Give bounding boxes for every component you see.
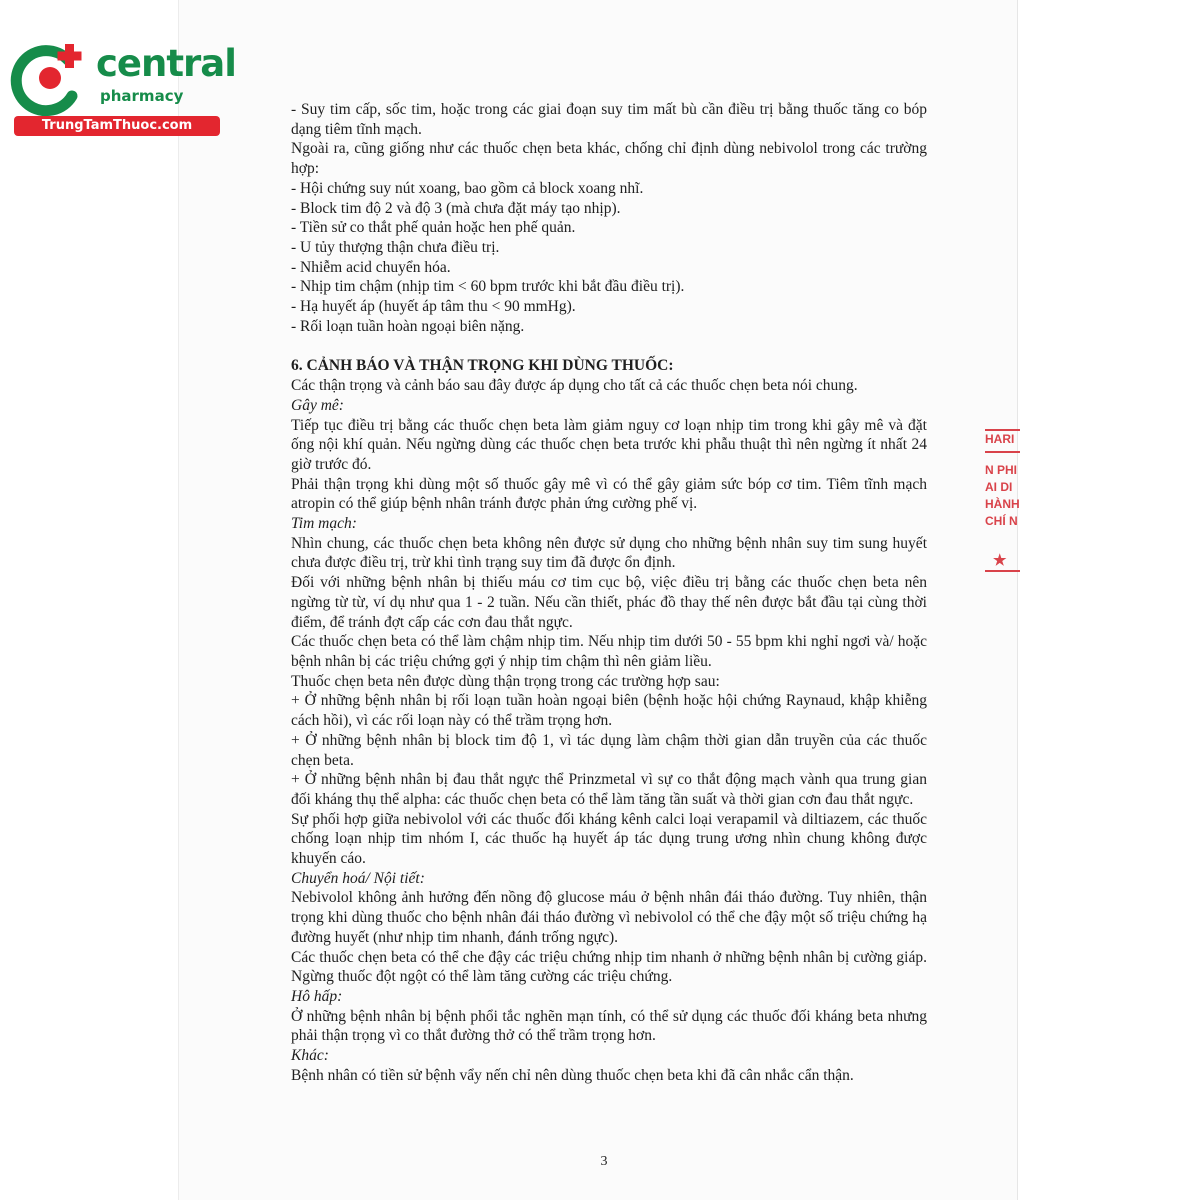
subsection-title: Hô hấp: xyxy=(291,987,343,1005)
paragraph: - Suy tim cấp, sốc tim, hoặc trong các giai đoạn suy tim mất bù cần điều trị bằng thuốc tăng co bóp dạng tiêm tĩnh mạch. xyxy=(291,101,927,138)
subsection-title: Chuyển hoá/ Nội tiết: xyxy=(291,869,425,887)
subsection-title: Gây mê: xyxy=(291,396,344,414)
list-item: - Tiền sử co thắt phế quản hoặc hen phế quản. xyxy=(291,219,576,237)
paragraph: Ở những bệnh nhân bị bệnh phổi tắc nghẽn mạn tính, có thể sử dụng các thuốc đối kháng beta nhưng phải thận trọng vì co thắt đường thở có thể trầm trọng hơn. xyxy=(291,1007,927,1045)
subsection-title: Tim mạch: xyxy=(291,515,357,533)
document-body xyxy=(291,100,927,1085)
list-item: - Hội chứng suy nút xoang, bao gồm cả block xoang nhĩ. xyxy=(291,179,644,197)
paragraph: + Ở những bệnh nhân bị block tim độ 1, vì tác dụng làm chậm thời gian dẫn truyền của các thuốc chẹn beta. xyxy=(291,731,927,769)
section-heading: 6. CẢNH BÁO VÀ THẬN TRỌNG KHI DÙNG THUỐC: xyxy=(291,357,674,375)
paragraph: Thuốc chẹn beta nên được dùng thận trọng trong các trường hợp sau: xyxy=(291,672,720,690)
stamp-text: AI DI xyxy=(985,480,1013,494)
paragraph: Phải thận trọng khi dùng một số thuốc gây mê vì có thể gây giảm sức bóp cơ tim. Tiêm tĩnh mạch atropin có thể giúp bệnh nhân tránh được phản ứng cường phế vị. xyxy=(291,475,927,513)
paragraph: Các thuốc chẹn beta có thể che đậy các triệu chứng nhịp tim nhanh ở những bệnh nhân bị cường giáp. Ngừng thuốc đột ngột có thể làm tăng cường các triệu chứng. xyxy=(291,948,927,986)
page-number: 3 xyxy=(600,1154,608,1169)
paragraph: Sự phối hợp giữa nebivolol với các thuốc đối kháng kênh calci loại verapamil và diltiazem, các thuốc chống loạn nhịp tim nhóm I, các thuốc hạ huyết áp tác dụng trung ương nhìn chung không được khuyến cáo. xyxy=(291,810,927,868)
stamp-text: HÀNH xyxy=(985,497,1020,511)
paragraph: Các thuốc chẹn beta có thể làm chậm nhịp tim. Nếu nhịp tim dưới 50 - 55 bpm khi nghỉ ngơi và/ hoặc bệnh nhân bị các triệu chứng gợi ý nhịp tim chậm thì nên giảm liều. xyxy=(291,633,927,670)
paragraph: Bệnh nhân có tiền sử bệnh vẩy nến chỉ nên dùng thuốc chẹn beta khi đã cân nhắc cẩn thận. xyxy=(291,1066,854,1084)
stamp-text: N PHI xyxy=(985,463,1018,477)
list-item: - Hạ huyết áp (huyết áp tâm thu < 90 mmHg). xyxy=(291,298,576,316)
subsection-title: Khác: xyxy=(291,1047,329,1065)
list-item: - Nhiễm acid chuyển hóa. xyxy=(291,258,451,276)
paragraph: Ngoài ra, cũng giống như các thuốc chẹn beta khác, chống chỉ định dùng nebivolol trong các trường hợp: xyxy=(291,140,927,178)
stamp-text: HARI xyxy=(985,432,1015,446)
central-pharmacy-logo xyxy=(10,38,236,138)
paragraph: Tiếp tục điều trị bằng các thuốc chẹn beta làm giảm nguy cơ loạn nhịp tim trong khi gây mê và đặt ống nội khí quản. Nếu ngừng dùng các thuốc chẹn beta trước khi phẫu thuật thì nên ngừng ít nhất 24 giờ trước đó. xyxy=(291,416,927,473)
paragraph: + Ở những bệnh nhân bị rối loạn tuần hoàn ngoại biên (bệnh hoặc hội chứng Raynaud, khập khiễng cách hồi), vì các rối loạn này có thể trầm trọng hơn. xyxy=(291,692,927,730)
logo-wordmark: central xyxy=(96,42,236,85)
paragraph: Nebivolol không ảnh hưởng đến nồng độ glucose máu ở bệnh nhân đái tháo đường. Tuy nhiên, thận trọng khi dùng thuốc cho bệnh nhân đái tháo đường vì nebivolol có thể che đậy một số triệu chứng hạ đường huyết (như nhịp tim nhanh, đánh trống ngực). xyxy=(291,889,927,946)
paragraph: + Ở những bệnh nhân bị đau thắt ngực thể Prinzmetal vì sự co thắt động mạch vành qua trung gian đối kháng thụ thể alpha: các thuốc chẹn beta có thể làm tăng tần suất và thời gian cơn đau thắt ngực. xyxy=(291,771,927,808)
list-item: - U tủy thượng thận chưa điều trị. xyxy=(291,238,500,256)
paragraph: Các thận trọng và cảnh báo sau đây được áp dụng cho tất cả các thuốc chẹn beta nói chung. xyxy=(291,377,858,395)
list-item: - Nhịp tim chậm (nhịp tim < 60 bpm trước khi bắt đầu điều trị). xyxy=(291,278,685,296)
list-item: - Block tim độ 2 và độ 3 (mà chưa đặt máy tạo nhịp). xyxy=(291,199,621,217)
star-icon: ★ xyxy=(993,552,1007,569)
logo-website-badge: TrungTamThuoc.com xyxy=(14,116,220,136)
paragraph: Đối với những bệnh nhân bị thiếu máu cơ tim cục bộ, việc điều trị bằng các thuốc chẹn beta nên ngừng từ từ, ví dụ như qua 1 - 2 tuần. Nếu cần thiết, phác đồ thay thế nên được bắt đầu tại cùng thời điểm, để tránh đợt cấp các cơn đau thắt ngực. xyxy=(291,574,927,631)
paragraph: Nhìn chung, các thuốc chẹn beta không nên được sử dụng cho những bệnh nhân suy tim sung huyết chưa được điều trị, trừ khi tình trạng suy tim đã được ổn định. xyxy=(291,534,927,572)
pharmacy-cross-icon xyxy=(10,38,90,118)
official-stamp xyxy=(985,425,1020,575)
list-item: - Rối loạn tuần hoàn ngoại biên nặng. xyxy=(291,317,525,335)
stamp-text: CHÍ N xyxy=(985,514,1018,528)
logo-subtitle: pharmacy xyxy=(100,87,184,105)
